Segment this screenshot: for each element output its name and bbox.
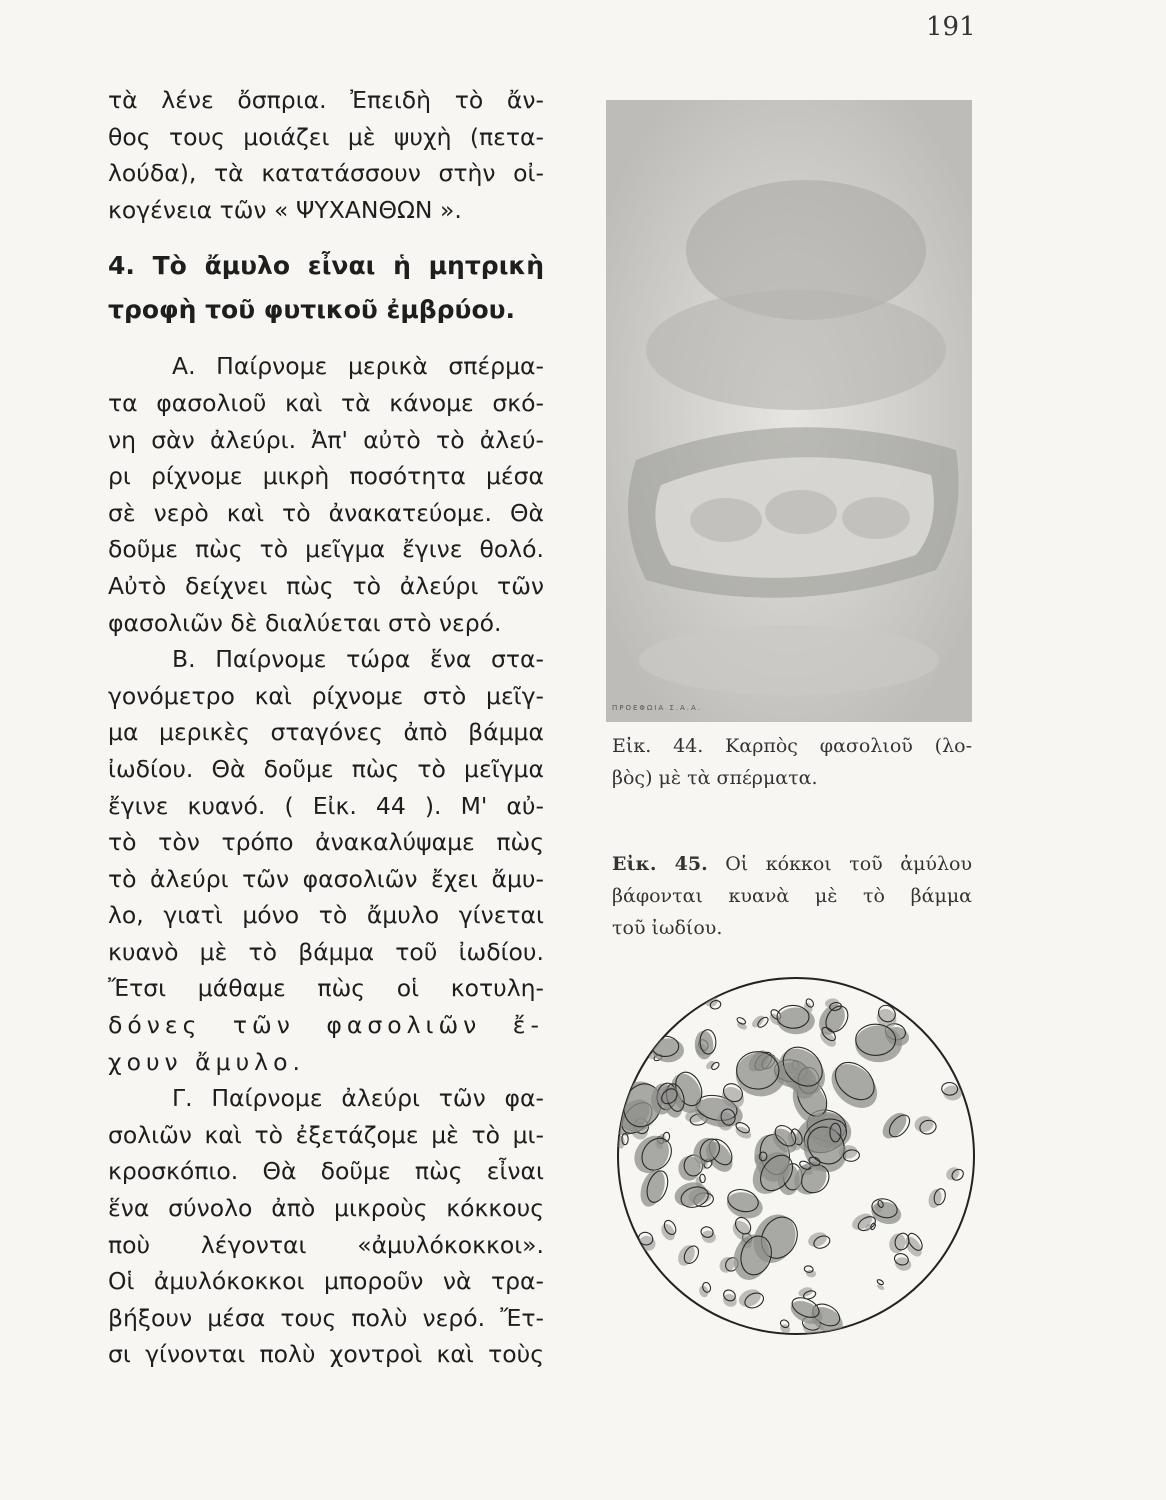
text-line: μα μερικὲς σταγόνες ἀπὸ βάμμα: [108, 718, 544, 747]
intro-paragraph: [108, 82, 544, 228]
text-line: κροσκόπιο. Θὰ δοῦμε πὼς εἶναι: [108, 1157, 544, 1186]
heading-line: 4. Τὸ ἄμυλο εἶναι ἡ μητρικὴ: [108, 251, 544, 281]
text-line: χουν ἄμυλο.: [108, 1047, 305, 1076]
text-line: τὸ ἀλεύρι τῶν φασολιῶν ἔχει ἄμυ-: [108, 864, 544, 893]
text-line: θος τους μοιάζει μὲ ψυχὴ (πετα-: [108, 122, 544, 151]
caption-line: Οἱ κόκκοι τοῦ ἀμύλου: [725, 853, 973, 875]
text-line: Β. Παίρνομε τώρα ἕνα στα-: [172, 645, 544, 674]
text-line: νη σὰν ἀλεύρι. Ἀπ' αὐτὸ τὸ ἀλεύ-: [108, 425, 544, 454]
text-line: ποὺ λέγονται «ἀμυλόκοκκοι».: [108, 1230, 544, 1259]
text-line: ἰωδίου. Θὰ δοῦμε πὼς τὸ μεῖγμα: [108, 754, 544, 783]
caption-line: Εἰκ. 44. Καρπὸς φασολιοῦ (λο-: [612, 735, 972, 757]
text-line: Α. Παίρνομε μερικὰ σπέρμα-: [172, 352, 544, 381]
text-line: σὲ νερὸ καὶ τὸ ἀνακατεύομε. Θὰ: [108, 498, 544, 527]
text-line: ἔγινε κυανό. ( Εἰκ. 44 ). Μ' αὐ-: [108, 791, 544, 820]
paragraph-a: [108, 348, 544, 641]
page-number: 191: [926, 12, 976, 42]
text-line: κυανὸ μὲ τὸ βάμμα τοῦ ἰωδίου.: [108, 937, 544, 966]
bean-pod-photo-image: [606, 100, 972, 722]
text-line: Αὐτὸ δείχνει πὼς τὸ ἀλεύρι τῶν: [108, 571, 544, 600]
text-line: τα φασολιοῦ καὶ τὰ κάνομε σκό-: [108, 388, 544, 417]
bean-pod-photo: [606, 100, 972, 722]
text-line: Ἔτσι μάθαμε πὼς οἱ κοτυλη-: [108, 974, 544, 1003]
text-line: ἕνα σύνολο ἀπὸ μικροὺς κόκκους: [108, 1194, 544, 1223]
text-line: σι γίνονται πολὺ χοντροὶ καὶ τοὺς: [108, 1340, 544, 1369]
paragraph-c: [108, 1080, 544, 1373]
starch-grains-drawing: [615, 975, 977, 1337]
text-line: λούδα), τὰ κατατάσσουν στὴν οἰ-: [108, 159, 544, 188]
text-line: γονόμετρο καὶ ρίχνομε στὸ μεῖγ-: [108, 681, 544, 710]
photo-credit: ΠΡΟΕΦΩΙΑ Σ.Α.Α.: [612, 704, 703, 712]
text-line: Γ. Παίρνομε ἀλεύρι τῶν φα-: [172, 1084, 544, 1113]
heading-line: τροφὴ τοῦ φυτικοῦ ἐμβρύου.: [108, 295, 515, 325]
caption-line: βάφονται κυανὰ μὲ τὸ βάμμα: [612, 885, 972, 907]
text-line: ρι ρίχνομε μικρὴ ποσότητα μέσα: [108, 462, 544, 491]
caption-line: βὸς) μὲ τὰ σπέρματα.: [612, 767, 818, 789]
figure-44-caption: [612, 730, 972, 794]
caption-line: τοῦ ἰωδίου.: [612, 917, 723, 939]
text-line: λο, γιατὶ μόνο τὸ ἄμυλο γίνεται: [108, 901, 544, 930]
text-line: κογένεια τῶν « ΨΥΧΑΝΘΩΝ ».: [108, 195, 462, 224]
text-line: τὸ τὸν τρόπο ἀνακαλύψαμε πὼς: [108, 828, 544, 857]
text-line: δόνες τῶν φασολιῶν ἔ-: [108, 1011, 544, 1040]
text-line: φασολιῶν δὲ διαλύεται στὸ νερό.: [108, 608, 502, 637]
text-line: βήξουν μέσα τους πολὺ νερό. Ἔτ-: [108, 1303, 544, 1332]
text-line: δοῦμε πὼς τὸ μεῖγμα ἔγινε θολό.: [108, 535, 544, 564]
starch-grains-illustration: [615, 975, 977, 1337]
paragraph-b: [108, 641, 544, 1080]
text-line: Οἱ ἀμυλόκοκκοι μποροῦν νὰ τρα-: [108, 1267, 544, 1296]
text-line: σολιῶν καὶ τὸ ἐξετάζομε μὲ τὸ μι-: [108, 1120, 544, 1149]
caption-label: Εἰκ. 45.: [612, 853, 708, 875]
main-text-column: [108, 82, 544, 1373]
text-line: τὰ λένε ὄσπρια. Ἐπειδὴ τὸ ἄν-: [108, 86, 544, 114]
section-heading: [108, 244, 544, 332]
figure-45-caption: [612, 848, 972, 944]
